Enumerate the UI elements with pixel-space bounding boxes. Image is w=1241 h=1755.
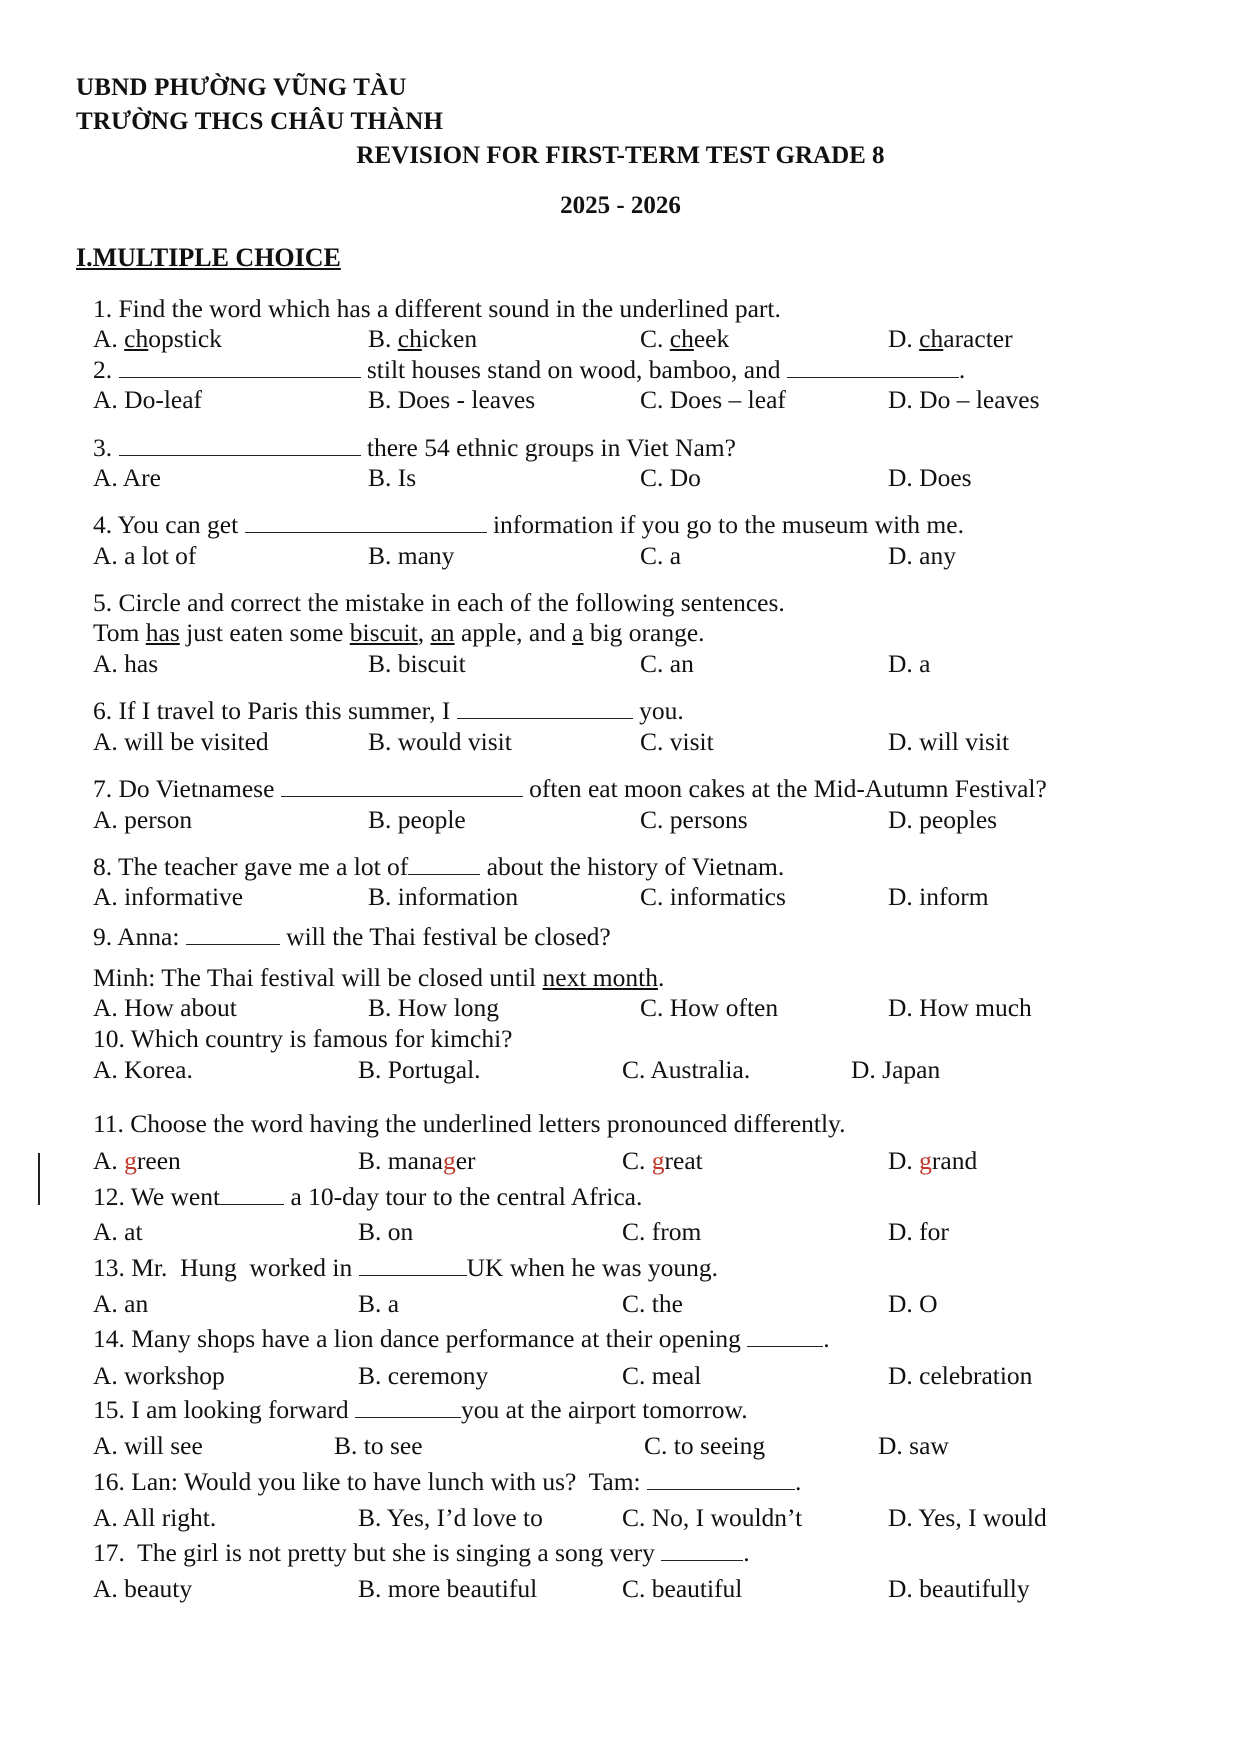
answer-blank bbox=[220, 1184, 284, 1205]
q1-option-c: C. cheek bbox=[640, 324, 730, 353]
answer-blank bbox=[355, 1397, 461, 1418]
q3-option-c: C. Do bbox=[640, 463, 701, 492]
q5-option-a: A. has bbox=[93, 649, 159, 678]
q9-option-c: C. How often bbox=[640, 993, 779, 1022]
q6-option-a: A. will be visited bbox=[93, 727, 269, 756]
q15-option-d: D. saw bbox=[878, 1431, 949, 1460]
q17-option-d: D. beautifully bbox=[888, 1574, 1030, 1603]
q1-option-d: D. character bbox=[888, 324, 1013, 353]
question-3-stem: 3. there 54 ethnic groups in Viet Nam? bbox=[93, 433, 736, 462]
q7-option-a: A. person bbox=[93, 805, 193, 834]
q9-option-b: B. How long bbox=[368, 993, 500, 1022]
q17-option-b: B. more beautiful bbox=[358, 1574, 538, 1603]
q11-option-b: B. manager bbox=[358, 1146, 476, 1175]
q12-option-c: C. from bbox=[622, 1217, 702, 1246]
q8-option-c: C. informatics bbox=[640, 882, 786, 911]
question-13-stem: 13. Mr. Hung worked in UK when he was young. bbox=[93, 1253, 719, 1282]
q16-option-b: B. Yes, I’d love to bbox=[358, 1503, 543, 1532]
answer-blank bbox=[647, 1469, 795, 1490]
q6-option-c: C. visit bbox=[640, 727, 714, 756]
q17-option-a: A. beauty bbox=[93, 1574, 193, 1603]
q2-option-b: B. Does - leaves bbox=[368, 385, 536, 414]
answer-blank bbox=[281, 776, 523, 797]
question-9-stem: 9. Anna: will the Thai festival be closed? bbox=[93, 922, 611, 951]
q4-option-d: D. any bbox=[888, 541, 956, 570]
q16-option-c: C. No, I wouldn’t bbox=[622, 1503, 803, 1532]
q5-option-c: C. an bbox=[640, 649, 694, 678]
question-8-stem: 8. The teacher gave me a lot of about the history of Vietnam. bbox=[93, 852, 785, 881]
q16-option-d: D. Yes, I would bbox=[888, 1503, 1047, 1532]
answer-blank bbox=[457, 698, 633, 719]
document-title: REVISION FOR FIRST-TERM TEST GRADE 8 bbox=[356, 142, 885, 169]
q15-option-b: B. to see bbox=[334, 1431, 423, 1460]
answer-blank bbox=[408, 854, 480, 875]
answer-blank bbox=[359, 1255, 467, 1276]
question-1-stem: 1. Find the word which has a different sound in the underlined part. bbox=[93, 294, 781, 323]
q3-option-b: B. Is bbox=[368, 463, 417, 492]
q14-option-b: B. ceremony bbox=[358, 1361, 489, 1390]
q2-option-a: A. Do-leaf bbox=[93, 385, 203, 414]
q15-option-a: A. will see bbox=[93, 1431, 203, 1460]
answer-blank bbox=[747, 1326, 823, 1347]
q12-option-a: A. at bbox=[93, 1217, 143, 1246]
q10-option-a: A. Korea. bbox=[93, 1055, 193, 1084]
answer-blank bbox=[245, 512, 487, 533]
q17-option-c: C. beautiful bbox=[622, 1574, 743, 1603]
margin-bar bbox=[38, 1153, 40, 1205]
q6-option-d: D. will visit bbox=[888, 727, 1010, 756]
answer-blank bbox=[119, 435, 361, 456]
q3-option-d: D. Does bbox=[888, 463, 972, 492]
q2-option-c: C. Does – leaf bbox=[640, 385, 786, 414]
answer-blank bbox=[661, 1540, 743, 1561]
q9-option-d: D. How much bbox=[888, 993, 1032, 1022]
q13-option-d: D. O bbox=[888, 1289, 938, 1318]
q4-option-c: C. a bbox=[640, 541, 682, 570]
q3-option-a: A. Are bbox=[93, 463, 161, 492]
q7-option-d: D. peoples bbox=[888, 805, 998, 834]
question-17-stem: 17. The girl is not pretty but she is singing a song very . bbox=[93, 1538, 750, 1567]
q8-option-d: D. inform bbox=[888, 882, 989, 911]
answer-blank bbox=[186, 924, 280, 945]
question-15-stem: 15. I am looking forward you at the airport tomorrow. bbox=[93, 1395, 748, 1424]
question-10-stem: 10. Which country is famous for kimchi? bbox=[93, 1024, 513, 1053]
q4-option-a: A. a lot of bbox=[93, 541, 197, 570]
q5-option-b: B. biscuit bbox=[368, 649, 466, 678]
answer-blank bbox=[787, 357, 959, 378]
q1-option-b: B. chicken bbox=[368, 324, 478, 353]
q6-option-b: B. would visit bbox=[368, 727, 512, 756]
answer-blank bbox=[119, 357, 361, 378]
q14-option-d: D. celebration bbox=[888, 1361, 1033, 1390]
question-4-stem: 4. You can get information if you go to the museum with me. bbox=[93, 510, 964, 539]
q10-option-c: C. Australia. bbox=[622, 1055, 751, 1084]
q14-option-a: A. workshop bbox=[93, 1361, 225, 1390]
q8-option-a: A. informative bbox=[93, 882, 244, 911]
question-5-stem: 5. Circle and correct the mistake in each of the following sentences. bbox=[93, 588, 785, 617]
q14-option-c: C. meal bbox=[622, 1361, 702, 1390]
question-12-stem: 12. We went a 10-day tour to the central Africa. bbox=[93, 1182, 643, 1211]
q15-option-c: C. to seeing bbox=[644, 1431, 766, 1460]
q8-option-b: B. information bbox=[368, 882, 519, 911]
q11-option-a: A. green bbox=[93, 1146, 181, 1175]
q13-option-c: C. the bbox=[622, 1289, 683, 1318]
q16-option-a: A. All right. bbox=[93, 1503, 217, 1532]
q7-option-b: B. people bbox=[368, 805, 466, 834]
q5-option-d: D. a bbox=[888, 649, 931, 678]
q10-option-d: D. Japan bbox=[851, 1055, 941, 1084]
section-heading: I.MULTIPLE CHOICE bbox=[76, 243, 341, 272]
q13-option-a: A. an bbox=[93, 1289, 149, 1318]
question-7-stem: 7. Do Vietnamese often eat moon cakes at the Mid-Autumn Festival? bbox=[93, 774, 1047, 803]
q1-option-a: A. chopstick bbox=[93, 324, 222, 353]
q9-option-a: A. How about bbox=[93, 993, 237, 1022]
q13-option-b: B. a bbox=[358, 1289, 400, 1318]
question-5-sentence: Tom has just eaten some biscuit, an apple, and a big orange. bbox=[93, 618, 705, 647]
q11-option-c: C. great bbox=[622, 1146, 703, 1175]
q12-option-b: B. on bbox=[358, 1217, 414, 1246]
q12-option-d: D. for bbox=[888, 1217, 949, 1246]
authority-name: UBND PHƯỜNG VŨNG TÀU bbox=[76, 74, 407, 101]
q11-option-d: D. grand bbox=[888, 1146, 978, 1175]
question-9-reply: Minh: The Thai festival will be closed until next month. bbox=[93, 963, 665, 992]
q2-option-d: D. Do – leaves bbox=[888, 385, 1040, 414]
school-name: TRƯỜNG THCS CHÂU THÀNH bbox=[76, 108, 444, 135]
question-2-stem: 2. stilt houses stand on wood, bamboo, and . bbox=[93, 355, 966, 384]
q7-option-c: C. persons bbox=[640, 805, 748, 834]
question-6-stem: 6. If I travel to Paris this summer, I you. bbox=[93, 696, 684, 725]
q4-option-b: B. many bbox=[368, 541, 455, 570]
question-16-stem: 16. Lan: Would you like to have lunch with us? Tam: . bbox=[93, 1467, 802, 1496]
q10-option-b: B. Portugal. bbox=[358, 1055, 481, 1084]
question-14-stem: 14. Many shops have a lion dance performance at their opening . bbox=[93, 1324, 830, 1353]
school-year: 2025 - 2026 bbox=[560, 192, 681, 219]
question-11-stem: 11. Choose the word having the underlined letters pronounced differently. bbox=[93, 1109, 846, 1138]
